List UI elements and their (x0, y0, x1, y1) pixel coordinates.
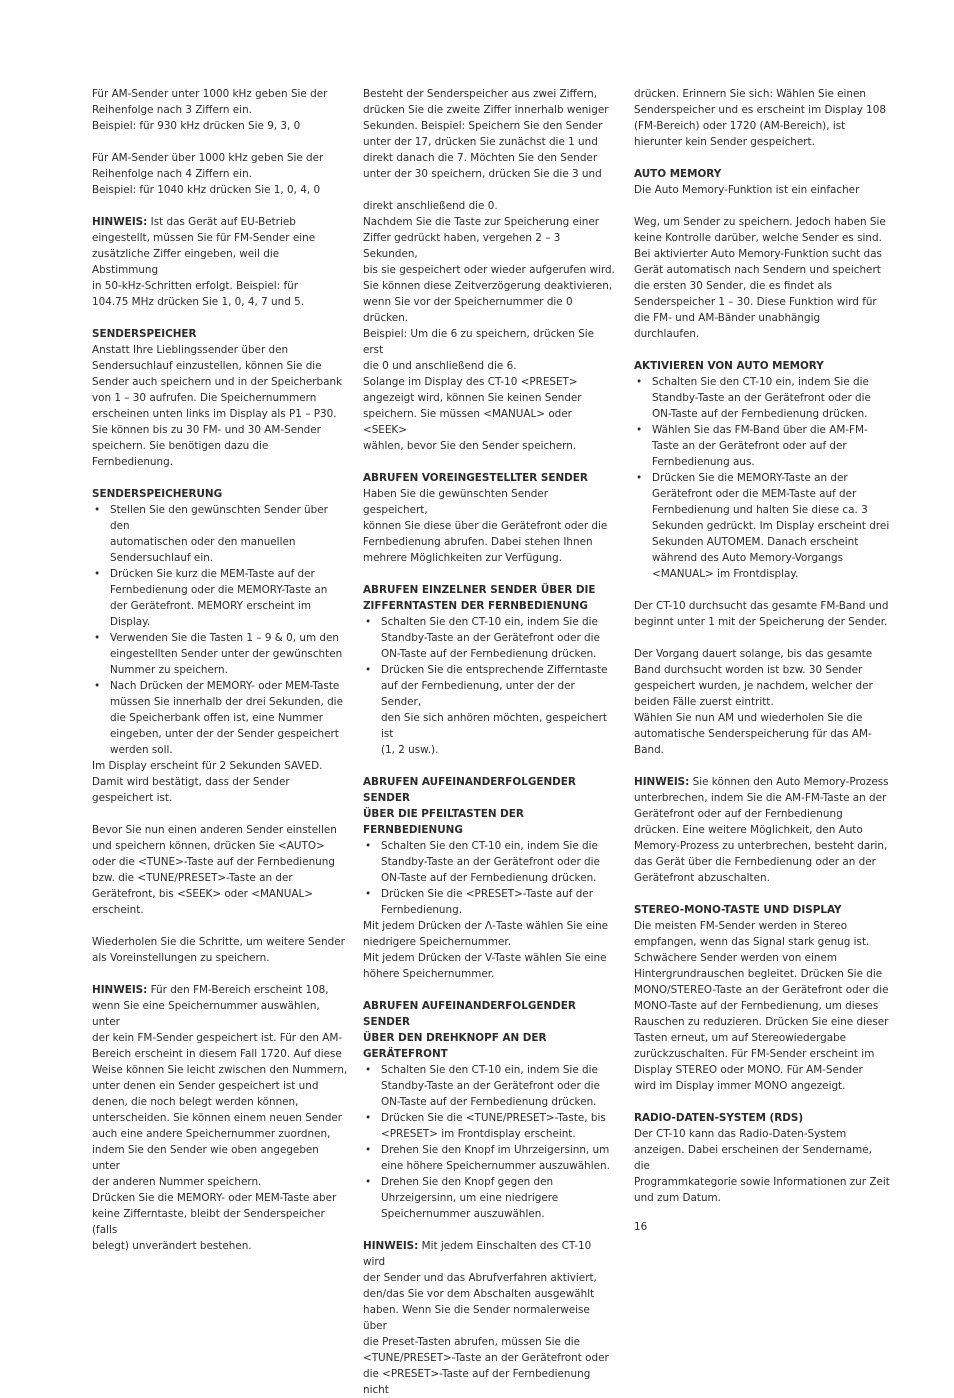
hint-text: Ist das Gerät auf EU-Betrieb eingestellt, müssen Sie für FM-Sender eine zusätzliche Ziffer eingeben, weil die Abstimmung in 50-kHz-Schritten erfolgt. Beispiel: für 104.75 MHz drücken Sie 1, 0, 4, 7 und 5. (92, 216, 316, 308)
paragraph-wiederholen: Wiederholen Sie die Schritte, um weitere Sender als Voreinstellungen zu speichern. (92, 936, 345, 964)
paragraph-rds: Der CT-10 kann das Radio-Daten-System anzeigen. Dabei erscheinen der Sendername, die Programmkategorie sowie Informationen zur Zeit und zum Datum. (634, 1128, 890, 1204)
hint-eu (92, 214, 348, 310)
list-item: • Wählen Sie das FM-Band über die AM-FM- Taste an der Gerätefront oder auf der Fernbedienung aus. (634, 422, 890, 470)
column-left (92, 86, 348, 1254)
heading-abrufen: ABRUFEN VOREINGESTELLTER SENDER (363, 472, 588, 484)
list-item: • Drücken Sie die <PRESET>-Taste auf der Fernbedienung. (363, 886, 615, 918)
paragraph-am-over-1000: Für AM-Sender über 1000 kHz geben Sie der Reihenfolge nach 4 Ziffern ein. Beispiel: für 1040 kHz drücken Sie 1, 0, 4, 0 (92, 152, 324, 196)
paragraph-senderspeicher: Anstatt Ihre Lieblingssender über den Sendersuchlauf einzustellen, können Sie die Sender auch speichern und in der Speicherbank von 1 – 30 aufrufen. Die Speichernummern erscheinen unten links im Display als P1 – P30. Sie können bis zu 30 FM- und 30 AM-Sender speichern. Sie benötigen dazu die Fernbedienung. (92, 344, 343, 468)
list-item: • Nach Drücken der MEMORY- oder MEM-Taste müssen Sie innerhalb der drei Sekunden, die die Speicherbank offen ist, eine Nummer eingeben, unter der der Sender gespeichert werden soll. (92, 678, 348, 758)
paragraph-zwei-ziffern: Besteht der Senderspeicher aus zwei Ziffern, drücken Sie die zweite Ziffer innerhalb weniger Sekunden. Beispiel: Speichern Sie den Sender unter der 17, drücken Sie zunächst die 1 und direkt danach die 7. Möchten Sie den Sender unter der 30 speichern, drücken Sie die 3 und (363, 88, 609, 180)
list-item: • Drücken Sie die MEMORY-Taste an der Gerätefront oder die MEM-Taste auf der Fernbedienung und halten Sie diese ca. 3 Sekunden gedrückt. Im Display erscheint drei Sekunden AUTOMEM. Danach erscheint während des Auto Memory-Vorgangs <MANUAL> im Frontdisplay. (634, 470, 890, 582)
page-number: 16 (634, 1221, 648, 1233)
list-einzeln (363, 614, 615, 758)
hint-label: HINWEIS: (634, 776, 690, 788)
paragraph-bevor: Bevor Sie nun einen anderen Sender einstellen und speichern können, drücken Sie <AUTO> oder die <TUNE>-Taste auf der Fernbedienung bzw. die <TUNE/PRESET>-Taste an der Gerätefront, bis <SEEK> oder <MANUAL> erscheint. (92, 824, 337, 916)
column-middle (363, 86, 615, 1398)
paragraph-durchsucht: Der CT-10 durchsucht das gesamte FM-Band und beginnt unter 1 mit der Speicherung der Sender. (634, 600, 889, 628)
paragraph-saved: Im Display erscheint für 2 Sekunden SAVED. Damit wird bestätigt, dass der Sender gespeichert ist. (92, 760, 323, 804)
heading-auto-memory: AUTO MEMORY (634, 168, 722, 180)
hint-text: Sie können den Auto Memory-Prozess unterbrechen, indem Sie die AM-FM-Taste an der Gerätefront oder auf der Fernbedienung drücken. Eine weitere Möglichkeit, den Auto Memory-Prozess zu unterbrechen, besteht darin, das Gerät über die Fernbedienung oder an der Gerätefront abzuschalten. (634, 776, 889, 884)
heading-aktivieren: AKTIVIEREN VON AUTO MEMORY (634, 360, 824, 372)
list-pfeiltasten (363, 838, 615, 918)
paragraph-auto-memory-1: Die Auto Memory-Funktion ist ein einfacher (634, 184, 860, 196)
hint-label: HINWEIS: (363, 1240, 419, 1252)
hint-label: HINWEIS: (92, 216, 148, 228)
list-senderspeicherung (92, 502, 348, 758)
hint-text: Für den FM-Bereich erscheint 108, wenn Sie eine Speichernummer auswählen, unter der kein FM-Sender gespeichert ist. Für den AM- Bereich erscheint in diesem Fall 1720. Auf diese Weise können Sie leicht zwischen den Nummern, unter denen ein Sender gespeichert ist und denen, die noch belegt werden können, unterscheiden. Sie können einem neuen Sender auch eine andere Speichernummer zuordnen, indem Sie den Sender wie oben angegeben unter der anderen Nummer speichern. Drücken Sie die MEMORY- oder MEM-Taste aber keine Zifferntaste, bleibt der Senderspeicher (falls belegt) unverändert bestehen. (92, 984, 348, 1252)
column-right (634, 86, 890, 1206)
hint-einschalten (363, 1238, 615, 1398)
list-item: • Drehen Sie den Knopf im Uhrzeigersinn, um eine höhere Speichernummer auszuwählen. (363, 1142, 615, 1174)
list-item: • Drücken Sie kurz die MEM-Taste auf der Fernbedienung oder die MEMORY-Taste an der Gerätefront. MEMORY erscheint im Display. (92, 566, 348, 630)
paragraph-vorgang: Der Vorgang dauert solange, bis das gesamte Band durchsucht worden ist bzw. 30 Sender gespeichert wurden, je nachdem, welcher der beiden Fälle zuerst eintritt. Wählen Sie nun AM und wiederholen Sie die automatische Senderspeicherung für das AM-Band. (634, 648, 873, 756)
hint-label: HINWEIS: (92, 984, 148, 996)
heading-drehknopf: ABRUFEN AUFEINANDERFOLGENDER SENDER ÜBER DEN DREHKNOPF AN DER GERÄTEFRONT (363, 1000, 576, 1060)
list-item: • Schalten Sie den CT-10 ein, indem Sie die Standby-Taste an der Gerätefront oder die ON-Taste auf der Fernbedienung drücken. (634, 374, 890, 422)
paragraph-erinnern: drücken. Erinnern Sie sich: Wählen Sie einen Senderspeicher und es erscheint im Display 108 (FM-Bereich) oder 1720 (AM-Bereich), ist hierunter kein Sender gespeichert. (634, 88, 886, 148)
list-drehknopf (363, 1062, 615, 1222)
list-aktivieren (634, 374, 890, 582)
list-item: • Schalten Sie den CT-10 ein, indem Sie die Standby-Taste an der Gerätefront oder die ON-Taste auf der Fernbedienung drücken. (363, 838, 615, 886)
hint-text: Mit jedem Einschalten des CT-10 wird der Sender und das Abrufverfahren aktiviert, den/das Sie vor dem Abschalten ausgewählt haben. Wenn Sie die Sender normalerweise über die Preset-Tasten abrufen, müssen Sie die <TUNE/PRESET>-Taste an der Gerätefront oder die <PRESET>-Taste auf der Fernbedienung nicht (363, 1240, 609, 1396)
paragraph-stereo-mono: Die meisten FM-Sender werden in Stereo empfangen, wenn das Signal stark genug ist. Schwächere Sender werden von einem Hintergrundrauschen begleitet. Drücken Sie die MONO/STEREO-Taste an der Gerätefront oder die MONO-Taste auf der Fernbedienung, um dieses Rauschen zu reduzieren. Drücken Sie eine dieser Tasten erneut, um auf Stereowiedergabe zurückzuschalten. Für FM-Sender erscheint im Display STEREO oder MONO. Für AM-Sender wird im Display immer MONO angezeigt. (634, 920, 889, 1092)
heading-stereo-mono: STEREO-MONO-TASTE UND DISPLAY (634, 904, 842, 916)
heading-einzeln: ABRUFEN EINZELNER SENDER ÜBER DIE ZIFFERNTASTEN DER FERNBEDIENUNG (363, 584, 596, 612)
list-item: • Schalten Sie den CT-10 ein, indem Sie die Standby-Taste an der Gerätefront oder die ON-Taste auf der Fernbedienung drücken. (363, 1062, 615, 1110)
paragraph-direkt: direkt anschließend die 0. Nachdem Sie die Taste zur Speicherung einer Ziffer gedrückt haben, vergehen 2 – 3 Sekunden, bis sie gespeichert oder wieder aufgerufen wird. Sie können diese Zeitverzögerung deaktivieren, wenn Sie vor der Speichernummer die 0 drücken. Beispiel: Um die 6 zu speichern, drücken Sie erst die 0 und anschließend die 6. Solange im Display des CT-10 <PRESET> angezeigt wird, können Sie keinen Sender speichern. Sie müssen <MANUAL> oder <SEEK> wählen, bevor Sie den Sender speichern. (363, 200, 615, 452)
paragraph-abrufen: Haben Sie die gewünschten Sender gespeichert, können Sie diese über die Gerätefront oder die Fernbedienung abrufen. Dabei stehen Ihnen mehrere Möglichkeiten zur Verfügung. (363, 488, 608, 564)
heading-senderspeicher: SENDERSPEICHER (92, 328, 197, 340)
hint-unterbrechen (634, 774, 890, 886)
paragraph-pfeiltasten: Mit jedem Drücken der Λ-Taste wählen Sie eine niedrigere Speichernummer. Mit jedem Drücken der V-Taste wählen Sie eine höhere Speichernummer. (363, 920, 609, 980)
hint-108 (92, 982, 348, 1254)
list-item: • Schalten Sie den CT-10 ein, indem Sie die Standby-Taste an der Gerätefront oder die ON-Taste auf der Fernbedienung drücken. (363, 614, 615, 662)
paragraph-auto-memory-2: Weg, um Sender zu speichern. Jedoch haben Sie keine Kontrolle darüber, welche Sender es sind. Bei aktivierter Auto Memory-Funktion sucht das Gerät automatisch nach Sendern und speichert die ersten 30 Sender, die es findet als Senderspeicher 1 – 30. Diese Funktion wird für die FM- und AM-Bänder unabhängig durchlaufen. (634, 216, 886, 340)
paragraph-am-under-1000: Für AM-Sender unter 1000 kHz geben Sie der Reihenfolge nach 3 Ziffern ein. Beispiel: für 930 kHz drücken Sie 9, 3, 0 (92, 88, 328, 132)
heading-senderspeicherung: SENDERSPEICHERUNG (92, 488, 223, 500)
heading-pfeiltasten: ABRUFEN AUFEINANDERFOLGENDER SENDER ÜBER DIE PFEILTASTEN DER FERNBEDIENUNG (363, 776, 576, 836)
list-item: • Drücken Sie die entsprechende Zifferntaste auf der Fernbedienung, unter der der Sender, den Sie sich anhören möchten, gespeichert ist (1, 2 usw.). (363, 662, 615, 758)
list-item: • Verwenden Sie die Tasten 1 – 9 & 0, um den eingestellten Sender unter der gewünschten Nummer zu speichern. (92, 630, 348, 678)
list-item: • Stellen Sie den gewünschten Sender über den automatischen oder den manuellen Sendersuchlauf ein. (92, 502, 348, 566)
list-item: • Drücken Sie die <TUNE/PRESET>-Taste, bis <PRESET> im Frontdisplay erscheint. (363, 1110, 615, 1142)
list-item: • Drehen Sie den Knopf gegen den Uhrzeigersinn, um eine niedrigere Speichernummer auszuwählen. (363, 1174, 615, 1222)
heading-rds: RADIO-DATEN-SYSTEM (RDS) (634, 1112, 804, 1124)
